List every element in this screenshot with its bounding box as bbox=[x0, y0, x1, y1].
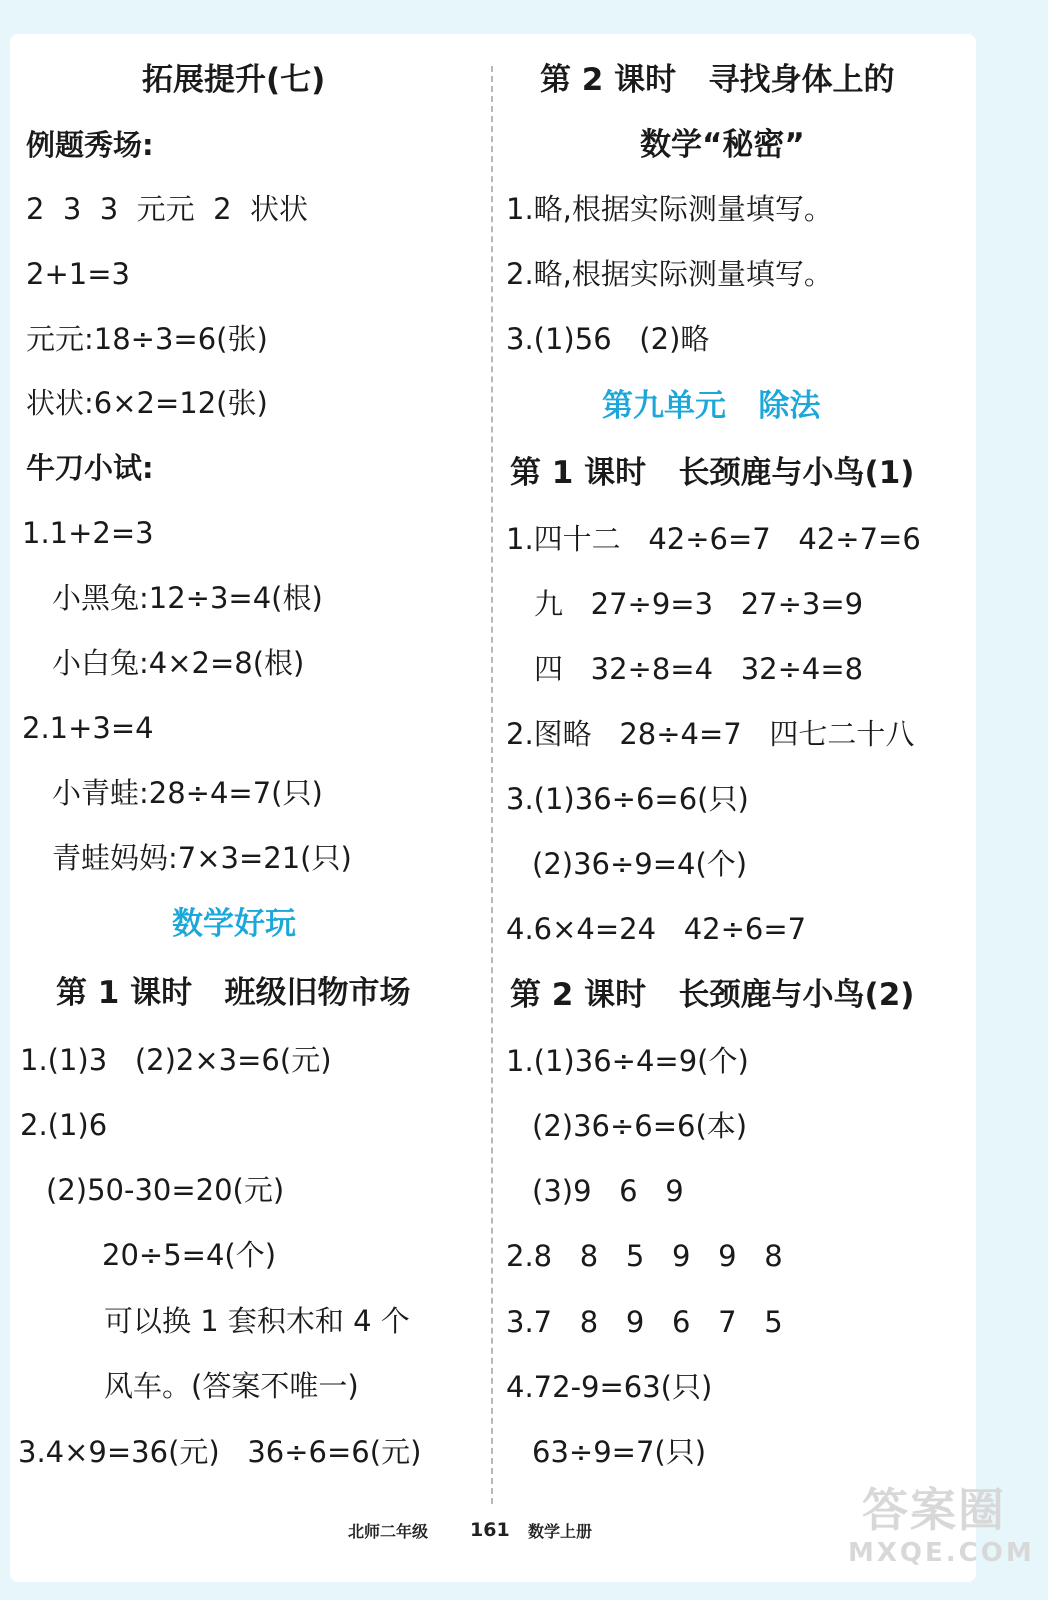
answer-line: 3.7 8 9 6 7 5 bbox=[506, 1305, 783, 1339]
answer-line: 1.略,根据实际测量填写。 bbox=[506, 192, 833, 226]
left-title: 拓展提升(七) bbox=[142, 62, 326, 98]
footer-grade: 北师二年级 bbox=[348, 1522, 429, 1541]
answer-line: 1.四十二 42÷6=7 42÷7=6 bbox=[506, 522, 921, 556]
answer-line: 1.(1)3 (2)2×3=6(元) bbox=[20, 1043, 332, 1077]
section-heading: 数学好玩 bbox=[172, 906, 296, 942]
answer-line: (2)50-30=20(元) bbox=[46, 1173, 285, 1207]
answer-line: 可以换 1 套积木和 4 个 bbox=[104, 1304, 410, 1338]
answer-line: 1.(1)36÷4=9(个) bbox=[506, 1044, 749, 1078]
answer-line: 3.(1)56 (2)略 bbox=[506, 322, 710, 356]
lesson-title: 第 1 课时 长颈鹿与小鸟(1) bbox=[510, 455, 915, 491]
watermark-logo bbox=[848, 1483, 1035, 1588]
answer-line: 63÷9=7(只) bbox=[532, 1435, 707, 1469]
answer-line: 元元:18÷3=6(张) bbox=[26, 322, 268, 356]
answer-line: 青蛙妈妈:7×3=21(只) bbox=[52, 841, 352, 875]
answer-line: (3)9 6 9 bbox=[532, 1174, 684, 1208]
answer-line: (2)36÷6=6(本) bbox=[532, 1109, 748, 1143]
page-number: 161 bbox=[470, 1519, 510, 1541]
trial-heading: 牛刀小试: bbox=[26, 451, 154, 485]
answer-line: 2+1=3 bbox=[26, 257, 130, 291]
answer-line: 小白兔:4×2=8(根) bbox=[52, 646, 305, 680]
watermark-top: 答案圈 bbox=[862, 1483, 1006, 1537]
watermark-bottom: MXQE.COM bbox=[848, 1538, 1035, 1568]
answer-line: 小青蛙:28÷4=7(只) bbox=[52, 776, 323, 810]
answer-line: 2.(1)6 bbox=[20, 1108, 108, 1142]
answer-line: 小黑兔:12÷3=4(根) bbox=[52, 581, 323, 615]
answer-line: 3.4×9=36(元) 36÷6=6(元) bbox=[18, 1435, 422, 1469]
example-heading: 例题秀场: bbox=[26, 128, 154, 162]
answer-line: 1.1+2=3 bbox=[22, 516, 154, 550]
answer-line: (2)36÷9=4(个) bbox=[532, 847, 748, 881]
lesson-title: 第 1 课时 班级旧物市场 bbox=[56, 975, 411, 1011]
answer-line: 2.1+3=4 bbox=[22, 711, 154, 745]
answer-line: 2.略,根据实际测量填写。 bbox=[506, 257, 833, 291]
answer-line: 2.8 8 5 9 9 8 bbox=[506, 1239, 783, 1273]
answer-line: 4.72-9=63(只) bbox=[506, 1370, 713, 1404]
answer-line: 4.6×4=24 42÷6=7 bbox=[506, 912, 807, 946]
answer-line: 风车。(答案不唯一) bbox=[104, 1369, 359, 1403]
answer-line: 九 27÷9=3 27÷3=9 bbox=[534, 587, 864, 621]
column-divider bbox=[491, 66, 493, 1504]
unit-heading: 第九单元 除法 bbox=[602, 388, 821, 424]
answer-line: 状状:6×2=12(张) bbox=[26, 386, 268, 420]
answer-line: 20÷5=4(个) bbox=[102, 1238, 277, 1272]
answer-line: 3.(1)36÷6=6(只) bbox=[506, 782, 749, 816]
footer-book: 数学上册 bbox=[528, 1522, 593, 1541]
lesson-title: 第 2 课时 长颈鹿与小鸟(2) bbox=[510, 977, 915, 1013]
answer-line: 2 3 3 元元 2 状状 bbox=[26, 192, 308, 226]
answer-line: 2.图略 28÷4=7 四七二十八 bbox=[506, 717, 915, 751]
answer-line: 四 32÷8=4 32÷4=8 bbox=[534, 652, 864, 686]
right-title-line2: 数学“秘密” bbox=[640, 127, 805, 163]
right-title-line1: 第 2 课时 寻找身体上的 bbox=[540, 62, 895, 98]
